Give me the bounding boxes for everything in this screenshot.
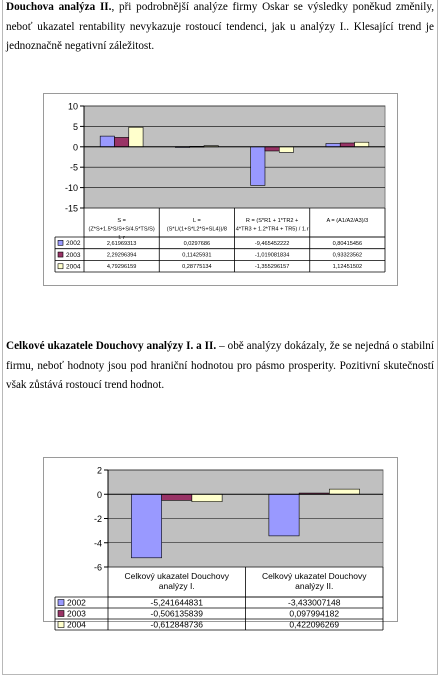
paragraph-heading: Celkové ukazatele Douchovy analýzy I. a II. (6, 340, 217, 352)
bar-2003 (265, 147, 279, 151)
data-label: 2,29296394 (106, 252, 137, 259)
y-tick-label: 0 (72, 142, 78, 153)
chart-2 (44, 458, 397, 630)
data-label: 0,28775134 (182, 264, 212, 271)
bar-2002 (100, 136, 114, 147)
data-label: -9,465452222 (254, 240, 290, 247)
bar-2002 (269, 494, 299, 536)
legend-label: 2004 (67, 619, 86, 630)
category-label: Celkový ukazatel Douchovy (262, 571, 367, 581)
bar-2004 (329, 489, 359, 494)
bar-2003 (114, 137, 128, 146)
chart-1 (44, 94, 397, 285)
bar-2003 (162, 494, 192, 500)
category-label: (S*L/(1+S*L2*S+SL4))/8 (166, 226, 228, 233)
bar-2002 (131, 494, 161, 558)
chart-1-frame (43, 93, 398, 286)
data-label: 0,93323562 (332, 252, 363, 259)
data-label: 0,80415456 (332, 240, 363, 247)
category-label: S = (117, 218, 126, 224)
category-label: A = (A1/A2/A3)/3 (326, 218, 369, 224)
legend-swatch-2004 (58, 264, 63, 269)
legend-swatch-2003 (58, 252, 63, 257)
y-tick-label: -2 (93, 514, 102, 524)
data-label: 0,097994182 (289, 608, 340, 619)
category-label: R = (S*R1 + 1*TR2 + (245, 218, 299, 224)
plot-area (84, 106, 385, 208)
y-tick-label: -15 (64, 203, 78, 214)
bar-2004 (192, 494, 222, 501)
data-label: 0,422096269 (289, 619, 340, 630)
category-label: 4*TR3 + 1.2*TR4 + TR5) / 1.r (235, 226, 309, 233)
data-label: -1,019081834 (254, 252, 290, 259)
data-label: 0,0297686 (183, 240, 211, 247)
y-tick-label: 10 (67, 101, 78, 112)
y-tick-label: -5 (69, 162, 78, 173)
legend-label: 2003 (66, 251, 81, 259)
bar-2004 (279, 147, 293, 153)
paragraph-heading: Douchova analýza II. (6, 1, 112, 13)
data-label: 2,61969313 (106, 240, 137, 247)
bar-2002 (251, 147, 265, 186)
legend-swatch-2002 (58, 600, 64, 606)
legend-swatch-2002 (58, 240, 63, 245)
category-label: analýzy II. (295, 581, 334, 591)
legend-label: 2003 (67, 608, 86, 619)
data-label: -0,506135839 (150, 608, 203, 619)
category-label: L = (193, 218, 201, 224)
chart-2-frame (43, 457, 398, 630)
category-label: I. r (118, 235, 125, 241)
category-label: analýzy I. (158, 581, 195, 591)
data-label: 1,12451502 (332, 264, 363, 271)
y-tick-label: 5 (72, 121, 78, 132)
y-tick-label: -6 (93, 562, 102, 573)
data-label: -0,612848736 (150, 619, 203, 630)
bar-2004 (129, 127, 143, 147)
data-label: -1,355296157 (254, 264, 290, 271)
paragraph-celkove-ukazatele (6, 337, 434, 396)
bar-2003 (340, 143, 354, 147)
y-tick-label: -4 (93, 538, 102, 549)
category-label: (Z*S+1.5*S/S+S/4.5*TS/S) (88, 226, 155, 233)
bar-2004 (355, 142, 369, 147)
y-tick-label: 0 (96, 489, 102, 500)
legend-swatch-2004 (58, 622, 64, 628)
legend-label: 2002 (67, 597, 86, 608)
paragraph-douchova-analyza-ii (6, 0, 434, 57)
category-label: Celkový ukazatel Douchovy (124, 571, 229, 581)
paragraph-text: – obě analýzy dokázaly, že se nejedná o stabilní firmu, neboť hodnoty jsou pod hraniční hodnotou pro pásmo prosperity. Pozitivní skutečností však zůstává rostoucí trend hodnot. (6, 340, 434, 391)
data-label: -3,433007148 (288, 597, 341, 608)
legend-swatch-2003 (58, 611, 64, 617)
y-tick-label: 2 (96, 465, 102, 476)
legend-label: 2002 (66, 240, 81, 248)
data-label: 4,79296159 (106, 264, 137, 271)
paragraph-text: , při podrobnější analýze firmy Oskar se výsledky poněkud změnily, neboť ukazatel rentability nevykazuje rostoucí tendenci, jak u analýzy I.. Klesající trend je jednoznačně negativní záležitost. (6, 1, 434, 52)
legend-label: 2004 (66, 263, 81, 271)
data-label: -5,241644831 (150, 597, 203, 608)
y-tick-label: -10 (64, 183, 78, 194)
data-label: 0,11425931 (182, 252, 212, 259)
